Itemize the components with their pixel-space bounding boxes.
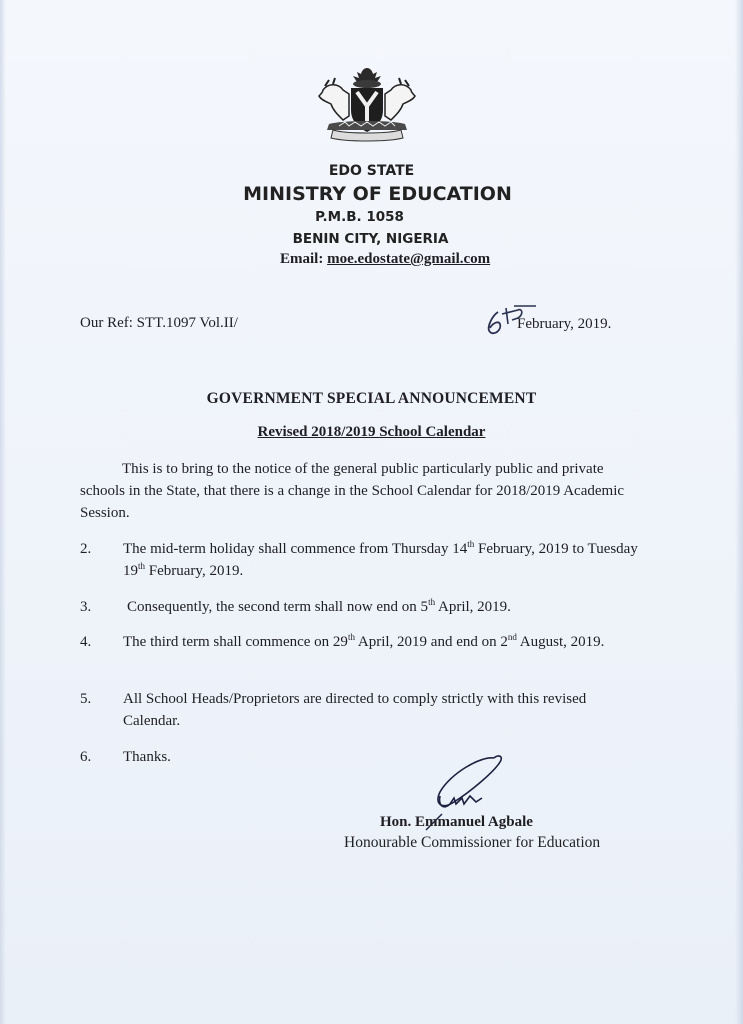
item-number: 4. <box>80 634 92 650</box>
announcement-title: GOVERNMENT SPECIAL ANNOUNCEMENT <box>206 390 537 407</box>
item-text: All School Heads/Proprietors are directed to comply strictly with this revised Calendar. <box>123 691 587 729</box>
item-number: 3. <box>80 599 92 615</box>
page-right-edge <box>735 0 743 1024</box>
header-ministry: MINISTRY OF EDUCATION <box>243 183 512 205</box>
date-text: February, 2019. <box>517 316 612 332</box>
item-number: 2. <box>80 541 92 557</box>
header-pmb: P.M.B. 1058 <box>315 209 404 225</box>
header-state: EDO STATE <box>328 163 415 179</box>
signatory-role: Honourable Commissioner for Education <box>344 834 601 851</box>
coat-of-arms-icon <box>303 60 431 152</box>
signatory-name: Hon. Emmanuel Agbale <box>380 814 533 830</box>
header-city: BENIN CITY, NIGERIA <box>292 231 449 247</box>
item-text: The third term shall commence on 29th April, 2019 and end on 2nd August, 2019. <box>123 632 605 650</box>
email-label: Email: <box>280 251 324 267</box>
announcement-subtitle: Revised 2018/2019 School Calendar <box>257 424 486 440</box>
item-text: Thanks. <box>123 749 171 765</box>
page-left-edge <box>0 0 6 1024</box>
item-number: 5. <box>80 691 92 707</box>
item-text: Consequently, the second term shall now end on 5th April, 2019. <box>127 597 511 615</box>
header-email <box>280 251 490 268</box>
intro-paragraph: This is to bring to the notice of the general public particularly public and private schools in the State, that there is a change in the School Calendar for 2018/2019 Academic Session. <box>80 461 625 521</box>
email-link[interactable]: moe.edostate@gmail.com <box>327 251 491 267</box>
item-number: 6. <box>80 749 92 765</box>
item-text: The mid-term holiday shall commence from Thursday 14th February, 2019 to Tuesday 19th February, 2019. <box>123 539 638 579</box>
reference-number: Our Ref: STT.1097 Vol.II/ <box>80 315 238 331</box>
